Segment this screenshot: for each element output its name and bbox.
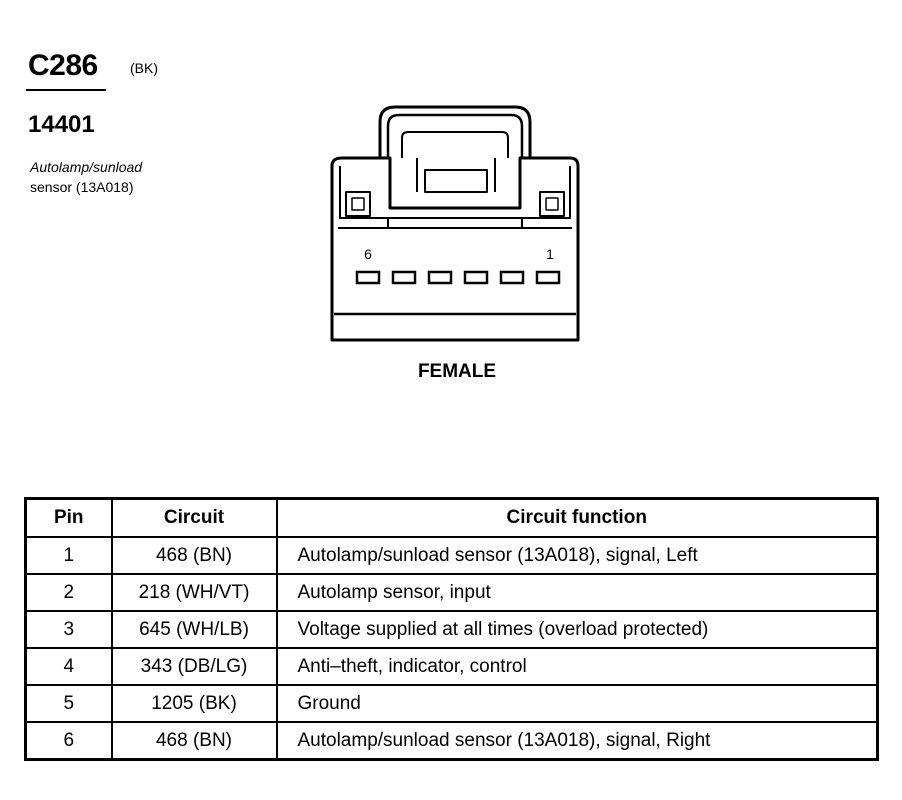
connector-gender-label: FEMALE bbox=[417, 361, 497, 382]
lock-window bbox=[402, 132, 508, 158]
circuit-code: 343 (DB/LG) bbox=[112, 648, 277, 685]
circuit-function: Voltage supplied at all times (overload protected) bbox=[277, 611, 878, 648]
circuit-function: Autolamp/sunload sensor (13A018), signal, Left bbox=[277, 537, 878, 574]
header-circuit-function: Circuit function bbox=[277, 499, 878, 538]
pin-cavity-5 bbox=[393, 272, 415, 283]
circuit-code: 1205 (BK) bbox=[112, 685, 277, 722]
description-line-2: sensor (13A018) bbox=[30, 179, 134, 195]
table-row bbox=[26, 685, 878, 722]
table-row bbox=[26, 611, 878, 648]
connector-id-underline bbox=[26, 89, 106, 91]
circuit-code: 468 (BN) bbox=[112, 722, 277, 760]
connector-id: C286 bbox=[28, 49, 98, 82]
pin-label-1: 1 bbox=[546, 246, 554, 262]
circuit-function: Autolamp/sunload sensor (13A018), signal, Right bbox=[277, 722, 878, 760]
circuit-function: Autolamp sensor, input bbox=[277, 574, 878, 611]
pin-table bbox=[24, 497, 879, 761]
pin-cavity-3 bbox=[465, 272, 487, 283]
right-latch bbox=[540, 192, 564, 216]
circuit-function: Ground bbox=[277, 685, 878, 722]
pin-number: 5 bbox=[26, 685, 112, 722]
pin-label-6: 6 bbox=[364, 246, 372, 262]
lock-ramp-edge bbox=[417, 158, 495, 192]
connector-color-code: (BK) bbox=[130, 60, 158, 76]
header-pin: Pin bbox=[26, 499, 112, 538]
table-row bbox=[26, 537, 878, 574]
lock-tab-inner bbox=[388, 115, 522, 158]
pin-number: 3 bbox=[26, 611, 112, 648]
table-row bbox=[26, 722, 878, 760]
left-latch bbox=[346, 192, 370, 216]
circuit-code: 218 (WH/VT) bbox=[112, 574, 277, 611]
circuit-code: 468 (BN) bbox=[112, 537, 277, 574]
pin-number: 4 bbox=[26, 648, 112, 685]
component-description bbox=[30, 157, 230, 197]
pin-number: 6 bbox=[26, 722, 112, 760]
table-row bbox=[26, 574, 878, 611]
left-latch-inner bbox=[352, 198, 364, 210]
center-rib bbox=[388, 218, 522, 228]
connector-face-drawing bbox=[320, 100, 590, 350]
lock-ramp bbox=[425, 170, 487, 192]
table-row bbox=[26, 648, 878, 685]
header-circuit: Circuit bbox=[112, 499, 277, 538]
description-line-1: Autolamp/sunload bbox=[30, 159, 143, 175]
pin-cavity-6 bbox=[357, 272, 379, 283]
circuit-function: Anti–theft, indicator, control bbox=[277, 648, 878, 685]
right-latch-inner bbox=[546, 198, 558, 210]
pin-number: 2 bbox=[26, 574, 112, 611]
pin-cavity-4 bbox=[429, 272, 451, 283]
pin-cavity-2 bbox=[501, 272, 523, 283]
pin-cavity-1 bbox=[537, 272, 559, 283]
circuit-code: 645 (WH/LB) bbox=[112, 611, 277, 648]
pin-number: 1 bbox=[26, 537, 112, 574]
part-number: 14401 bbox=[28, 111, 95, 138]
table-header-row bbox=[26, 499, 878, 538]
